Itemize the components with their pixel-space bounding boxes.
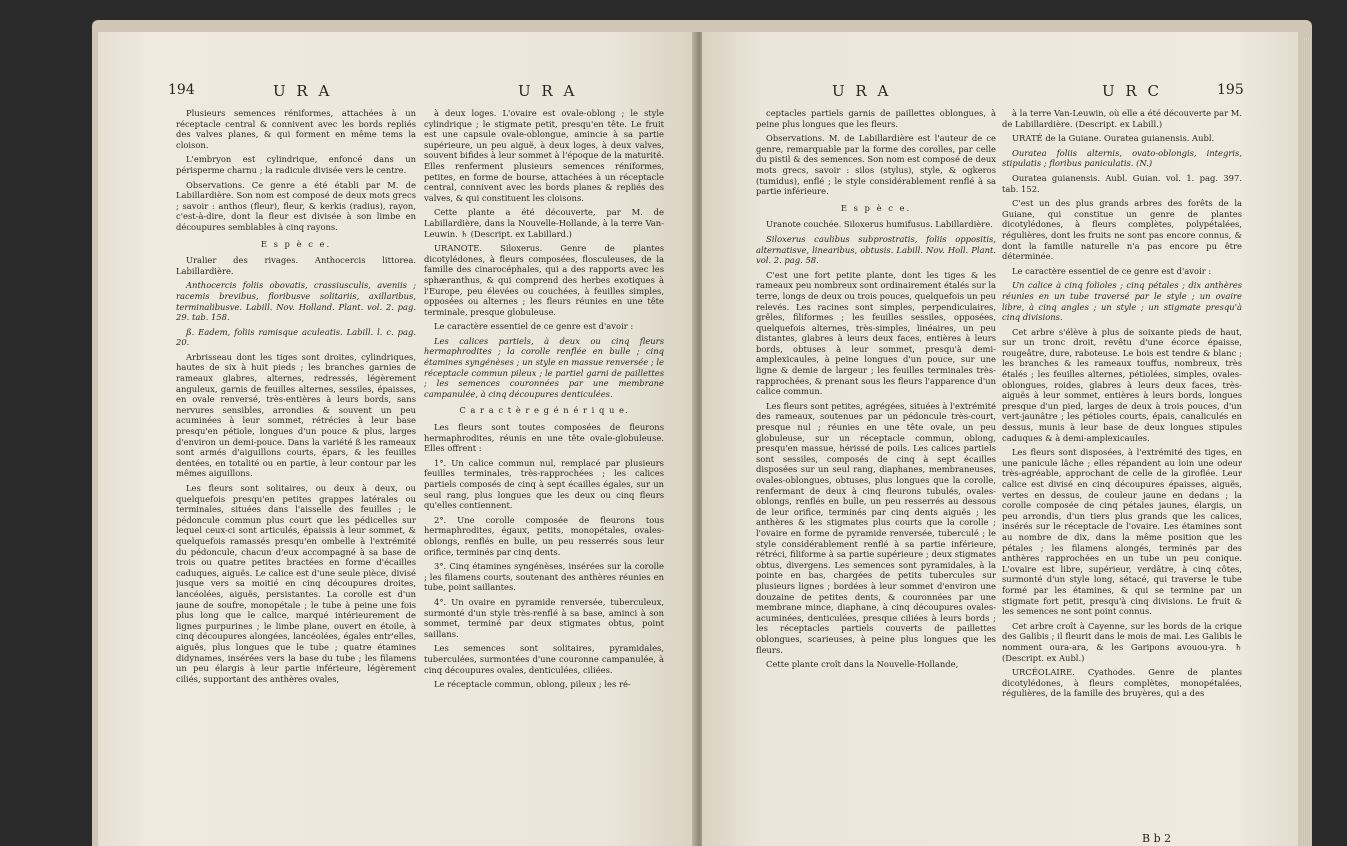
paragraph: Le caractère essentiel de ce genre est d'avoir :: [434, 321, 634, 332]
paragraph: ß. Eadem, foliis ramisque aculeatis. Labill. l. c. pag. 20.: [176, 326, 416, 348]
paragraph: Les fleurs sont solitaires, ou deux à deux, ou quelquefois presqu'en petites grappes latérales ou terminales, situées dans l'aisselle des feuilles ; le pédoncule commun plus court que les pédicelles sur lequel ceux-ci sont articulés, épaissis à leur sommet, & quelquefois ramassés presqu'en ombelle à l'extrémité du pédoncule, chacun d'eux accompagné à sa base de trois ou quatre petites bractées en forme d'écailles caduques, aiguës. Le calice est d'une seule pièce, divisé jusque vers sa moitié en cinq découpures droites, lancéolées, aiguës, persistantes. La corolle est d'un jaune de soufre, monopétale ; le tube à peine une fois plus long que le calice, marqué intérieurement de lignes purpurines ; le limbe plane, ouvert en étoile, à cinq découpures alongées, lancéolées, égales entr'elles, aiguës, plus longues que le tube ; quatre étamines didynames, insérées vers la base du tube ; les filamens un peu élargis à leur partie inférieure, légèrement ciliés, supportant des anthères ovales,: [176, 483, 416, 684]
open-book: [92, 20, 1312, 846]
paragraph: Les semences sont solitaires, pyramidales, tuberculées, surmontées d'une couronne campanulée, à cinq découpures ovales, denticulées, ciliées.: [424, 643, 664, 675]
paragraph: Siloxerus caulibus subprostratis, foliis oppositis, alternatisve, linearibus, obtusis. Labill. Nov. Holl. Plant. vol. 2. pag. 58.: [756, 233, 996, 266]
paragraph: Cette plante croît dans la Nouvelle-Hollande,: [766, 659, 959, 670]
signature-mark: B b 2: [1142, 832, 1172, 845]
paragraph: Ouratea guianensis. Aubl. Guian. vol. 1. pag. 397. tab. 152.: [1002, 172, 1242, 194]
paragraph: Le caractère essentiel de ce genre est d'avoir :: [1012, 265, 1212, 276]
page-edges: [1302, 38, 1312, 846]
section-heading: E s p è c e.: [260, 238, 332, 249]
paragraph: Arbrisseau dont les tiges sont droites, cylindriques, hautes de six à huit pieds ; les branches garnies de rameaux glabres, alternes, redressés, légèrement anguleux, garnis de feuilles alternes, sessiles, épaisses, en ovale renversé, très-entières à leurs bords, sans nervures sensibles, arrondies & souvent un peu acuminées à leur sommet, rétrécies à leur base presqu'en pétiole, longues d'un pouce & plus, larges d'environ un demi-pouce. Dans la variété ß les rameaux sont armés d'aiguillons courts, épars, & les feuilles dentées, en totalité ou en partie, à leur contour par les mêmes aiguillons.: [176, 351, 416, 479]
paragraph: URANOTE. Siloxerus. Genre de plantes dicotylédones, à fleurs composées, flosculeuses, de la famille des cinarocéphales, qui a des rapports avec les sphæranthus, & qui comprend des herbes exotiques à l'Europe, peu élevées ou couchées, à feuilles simples, opposées ou alternes ; les fleurs réunies en une tête terminale, presque globuleuse.: [424, 243, 664, 317]
paragraph: Observations. Ce genre a été établi par M. de Labillardière. Son nom est composé de deux mots grecs ; savoir : anthos (fleur), fleur, & kerkis (radius), rayon, c'est-à-dire, dont la fleur est divisée à son limbe en découpures semblables à cinq rayons.: [176, 179, 416, 232]
paragraph: URCÉOLAIRE. Cyathodes. Genre de plantes dicotylédones, à fleurs complètes, monopétalées, régulières, de la famille des bruyères, qui a des: [1002, 667, 1242, 699]
paragraph: URATÉ de la Guiane. Ouratea guianensis. Aubl.: [1012, 133, 1215, 144]
paragraph: 4°. Un ovaire en pyramide renversée, tuberculeux, surmonté d'un style très-renflé à sa base, aminci à son sommet, terminé par deux stigmates obtus, point saillans.: [424, 596, 664, 639]
paragraph: 1°. Un calice commun nul, remplacé par plusieurs feuilles terminales, très-rapprochées ; les calices partiels composés de cinq à sept écailles égales, sur un seul rang, plus longues que les deux ou cinq fleurs qu'elles contiennent.: [424, 457, 664, 511]
paragraph: à la terre Van-Leuwin, où elle a été découverte par M. de Labillardière. (Descript. ex Labill.): [1002, 108, 1242, 129]
paragraph: 3°. Cinq étamines syngénèses, insérées sur la corolle ; les filamens courts, soutenant des anthères réunies en tube, point saillantes.: [424, 561, 664, 593]
left-column-1: [176, 108, 416, 846]
paragraph: Ouratea foliis alternis, ovato-oblongis, integris, stipulatis ; floribus paniculatis. (N.): [1002, 147, 1242, 169]
paragraph: Les fleurs sont toutes composées de fleurons hermaphrodites, réunis en une tête ovale-globuleuse. Elles offrent :: [424, 422, 664, 454]
left-page-number: 194: [168, 82, 195, 98]
left-running-head-1: U R A: [273, 82, 333, 100]
right-page-number: 195: [1217, 82, 1244, 98]
paragraph: L'embryon est cylindrique, enfoncé dans un périsperme charnu ; la radicule divisée vers le centre.: [176, 154, 416, 175]
paragraph: Cet arbre s'élève à plus de soixante pieds de haut, sur un tronc droit, revêtu d'une écorce épaisse, rougeâtre, dure, raboteuse. Le bois est tendre & blanc ; les branches & les rameaux touffus, nombreux, très étalés ; les feuilles alternes, pétiolées, simples, ovales-oblongues, roides, glabres à leurs deux faces, très-aiguës à leur sommet, entières à leurs bords, longues presque d'un pied, larges de deux à trois pouces, d'un vert-jaunâtre ; les pétioles courts, épais, canaliculés en dessus, munis à leur base de deux longues stipules caduques & à demi-amplexicaules.: [1002, 326, 1242, 443]
paragraph: Les fleurs sont petites, agrégées, situées à l'extrémité des rameaux, soutenues par un pédoncule très-court, presque nul ; réunies en une tête ovale, un peu globuleuse, sur un réceptacle commun, oblong, presqu'en massue, hérissé de poils. Les calices partiels sont sessiles, composés de cinq à sept écailles disposées sur un seul rang, diaphanes, membraneuses, ovales-oblongues, obtuses, plus longues que la corolle, renfermant de deux à cinq fleurons tubulés, ovales-oblongs, renflés en bulle, un peu resserrés au dessous de leur orifice, terminés par cinq dents aiguës ; les anthères & les stigmates plus courts que la corolle ; l'ovaire en forme de pyramide renversée, tuberculé ; le style considérablement renflé à sa partie inférieure, rétréci, filiforme à sa partie supérieure ; deux stigmates obtus, divergens. Les semences sont pyramidales, à la pointe en bas, chargées de petits tubercules sur plusieurs lignes ; bordées à leur sommet d'environ une douzaine de petites dents, & couronnées par une membrane mince, diaphane, à cinq découpures ovales-acuminées, denticulées, presque ciliées à leurs bords ; les réceptacles partiels couverts de paillettes oblongues, scarieuses, à peine plus longues que les fleurs.: [756, 400, 996, 655]
section-heading: E s p è c e.: [840, 202, 912, 213]
right-column-2: [1002, 108, 1242, 846]
right-running-head-1: U R A: [832, 82, 892, 100]
paragraph: C'est une fort petite plante, dont les tiges & les rameaux peu nombreux sont ordinairement étalés sur la terre, longs de deux ou trois pouces, quelquefois un peu relevés. Les racines sont simples, perpendiculaires, grêles, filiformes ; les feuilles sessiles, opposées, quelquefois alternes, très-simples, linéaires, un peu distantes, glabres à leurs deux faces, entières à leurs bords, obtuses à leur sommet, presqu'à demi-amplexicaules, à peine longues d'un pouce, sur une ligne & demie de largeur ; les feuilles terminales très-rapprochées, & prenant sous les fleurs l'apparence d'un calice commun.: [756, 269, 996, 397]
right-running-head-2: U R C: [1102, 82, 1162, 100]
left-column-2: [424, 108, 664, 846]
paragraph: Anthocercis foliis obovatis, crassiusculis, aveniis ; racemis brevibus, floribusve solitariis, axillaribus, terminalibusve. Labill. Nov. Holland. Plant. vol. 2. pag. 29. tab. 158.: [176, 280, 416, 323]
paragraph: C'est un des plus grands arbres des forêts de la Guiane, qui constitue un genre de plantes dicotylédones, à fleurs complètes, polypétalées, régulières, dont les fruits ne sont pas encore connus, & dont la famille naturelle n'a pas encore pu être déterminée.: [1002, 198, 1242, 262]
paragraph: Le réceptacle commun, oblong, pileux ; les ré-: [434, 679, 631, 690]
paragraph: ceptacles partiels garnis de paillettes oblongues, à peine plus longues que les fleurs.: [756, 108, 996, 129]
paragraph: Les fleurs sont disposées, à l'extrémité des tiges, en une panicule lâche ; elles répandent au loin une odeur très-agréable, approchant de celle de la giroflée. Leur calice est divisé en cinq découpures épaisses, aiguës, vertes en dessus, de couleur jaune en dedans ; la corolle composée de cinq pétales jaunes, élargis, un peu arrondis, d'un tiers plus grands que les calices, insérés sur le réceptacle de l'ovaire. Les étamines sont au nombre de dix, dans la même position que les pétales ; les filamens alongés, terminés par des anthères rapprochées en un tube un peu conique. L'ovaire est libre, supérieur, verdâtre, à cinq côtes, surmonté d'un style long, sétacé, qui traverse le tube formé par les étamines, & qui se termine par un stigmate fort petit, presqu'à cinq divisions. Le fruit & les semences ne sont point connus.: [1002, 447, 1242, 617]
paragraph: Observations. M. de Labillardière est l'auteur de ce genre, remarquable par la forme des corolles, par celle du pistil & des semences. Son nom est composé de deux mots grecs, savoir : silos (stylus), style, & ogkeros (tumidus), enflé ; le style considérablement renflé à sa partie inférieure.: [756, 133, 996, 197]
paragraph: Uranote couchée. Siloxerus humifusus. Labillardière.: [766, 219, 993, 230]
paragraph: Cette plante a été découverte, par M. de Labillardière, dans la Nouvelle-Hollande, à la terre Van-Leuwin. ♄ (Descript. ex Labillard.): [424, 207, 664, 239]
paragraph: Plusieurs semences réniformes, attachées à un réceptacle central & connivent avec les bords repliés des valves planes, & qui forment en même tems la cloison.: [176, 108, 416, 150]
right-column-1: [756, 108, 996, 846]
left-page: [98, 32, 696, 846]
paragraph: 2°. Une corolle composée de fleurons tous hermaphrodites, égaux, petits, monopétales, ovales-oblongs, renflés en bulle, un peu resserrés sous leur orifice, terminés par cinq dents.: [424, 514, 664, 557]
paragraph: à deux loges. L'ovaire est ovale-oblong ; le style cylindrique ; le stigmate petit, presqu'en tête. Le fruit est une capsule ovale-oblongue, amincie à sa partie supérieure, un peu aiguë, à deux loges, à deux valves, souvent bifides à leur sommet à l'époque de la maturité. Elles renferment plusieurs semences réniformes, petites, en forme de bourse, attachées à un réceptacle central, connivent avec les bords planes & repliés des valves, & qui constituent les cloisons.: [424, 108, 664, 203]
right-page: [702, 32, 1298, 846]
paragraph: Les calices partiels, à deux ou cinq fleurs hermaphrodites ; la corolle renflée en bulle ; cinq étamines syngénèses ; un style en massue renversée ; le réceptacle commun pileux ; le partiel garni de paillettes ; les semences couronnées par une membrane campanulée, à cinq découpures denticulées.: [424, 335, 664, 399]
section-heading: C a r a c t è r e g é n é r i q u e.: [459, 405, 629, 416]
paragraph: Un calice à cinq folioles ; cinq pétales ; dix anthères réunies en un tube traversé par le style ; un ovaire libre, à cinq angles ; un style ; un stigmate presqu'à cinq divisions.: [1002, 280, 1242, 323]
paragraph: Cet arbre croît à Cayenne, sur les bords de la crique des Galibis ; il fleurit dans le mois de mai. Les Galibis le nomment oura-ara, & les Garipons avouou-yra. ♄ (Descript. ex Aubl.): [1002, 620, 1242, 663]
left-running-head-2: U R A: [518, 82, 578, 100]
paragraph: Uralier des rivages. Anthocercis littorea. Labillardière.: [176, 255, 416, 276]
